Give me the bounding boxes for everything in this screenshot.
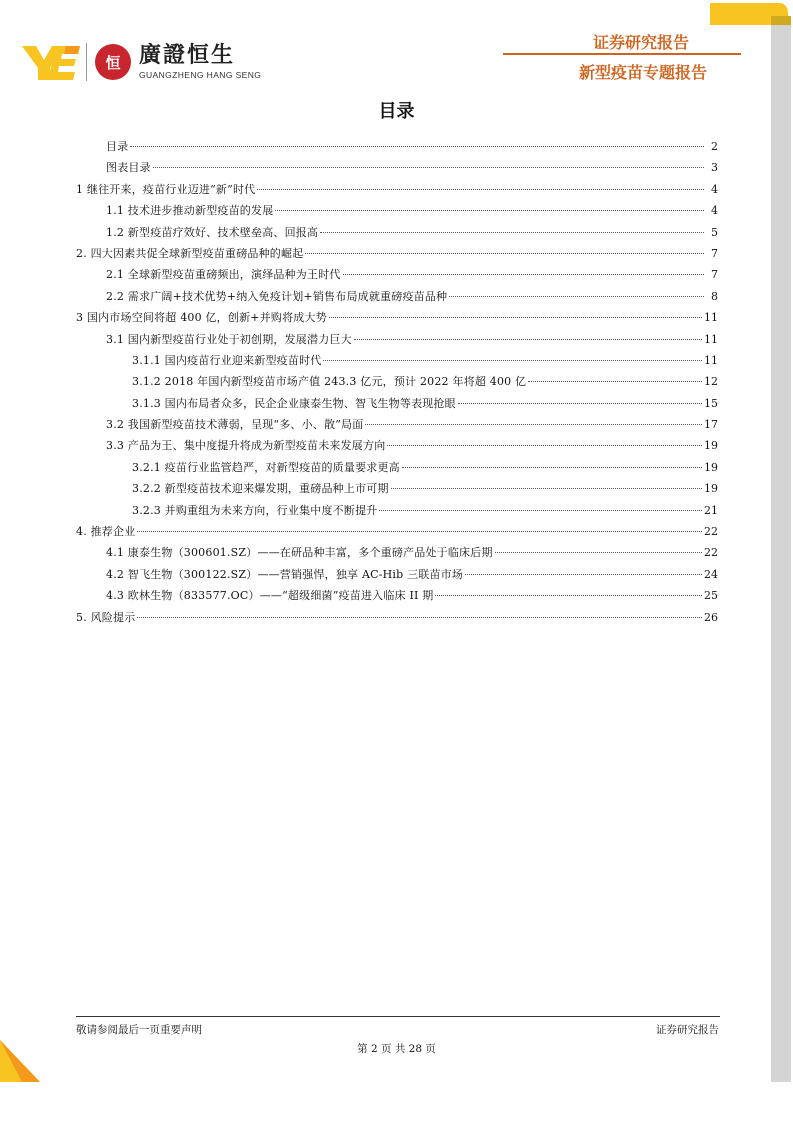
toc-entry-title: 图表目录 [106,161,151,175]
toc-leader-dots [402,467,702,468]
toc-entry-page: 22 [704,525,718,539]
toc-entry[interactable] [76,371,718,392]
footer-report-type: 证券研究报告 [656,1024,719,1036]
toc-leader-dots [449,296,704,297]
toc-entry[interactable] [76,222,718,243]
toc-entry[interactable] [76,542,718,563]
toc-entry-page: 2 [711,140,718,153]
toc-entry-title: 4.3 欧林生物（833577.OC）——“超级细菌”疫苗进入临床 II 期 [106,589,434,603]
header-report-title: 新型疫苗专题报告 [578,63,707,82]
toc-entry-page: 19 [704,482,718,496]
toc-entry-page: 8 [711,289,718,303]
corner-triangle-icon [0,1040,40,1082]
toc-entry[interactable] [76,307,718,328]
toc-entry-title: 3.1.2 2018 年国内新型疫苗市场产值 243.3 亿元，预计 2022 年将超 400 亿 [132,375,527,389]
toc-entry-page: 3 [711,161,718,175]
toc-entry-page: 7 [711,268,718,282]
toc-entry-title: 3.3 产品为王、集中度提升将成为新型疫苗未来发展方向 [106,439,386,453]
page-number: 第 2 页 共 28 页 [357,1043,436,1055]
company-logo [22,40,261,84]
logo-text [139,44,261,80]
toc-leader-dots [458,403,702,404]
toc-entry-title: 2.2 需求广阔+技术优势+纳入免疫计划+销售布局成就重磅疫苗品种 [106,289,448,303]
toc-leader-dots [323,360,702,361]
toc-leader-dots [343,274,704,275]
toc-entry-page: 4 [711,204,718,218]
toc-entry[interactable] [76,500,718,521]
toc-leader-dots [354,339,702,340]
footer-rule [76,1016,720,1017]
toc-leader-dots [379,510,702,511]
toc-entry-page: 15 [704,396,718,410]
toc-entry-title: 3.1 国内新型疫苗行业处于初创期，发展潜力巨大 [106,332,352,346]
toc-entry-title: 2. 四大因素共促全球新型疫苗重磅品种的崛起 [76,246,304,260]
toc-leader-dots [365,424,702,425]
toc-entry[interactable] [76,393,718,414]
brand-name-en: GUANGZHENG HANG SENG [139,70,262,80]
toc-entry[interactable] [76,607,718,628]
toc-leader-dots [435,595,702,596]
header-report-type: 证券研究报告 [592,33,689,52]
toc-entry-title: 3.1.3 国内布局者众多，民企企业康泰生物、智飞生物等表现抢眼 [132,396,456,410]
toc-leader-dots [137,617,702,618]
toc-entry[interactable] [76,414,718,435]
toc-entry-page: 21 [704,503,718,517]
toc-entry-title: 目录 [106,140,129,153]
toc-entry-page: 19 [704,460,718,474]
seal-icon: 恒 [95,44,131,80]
toc-entry-page: 26 [704,610,718,624]
toc-entry[interactable] [76,243,718,264]
toc-entry[interactable] [76,136,718,157]
toc-entry-title: 3.1.1 国内疫苗行业迎来新型疫苗时代 [132,353,322,367]
toc-leader-dots [153,167,704,168]
toc-entry-page: 11 [704,353,718,367]
toc-entry-page: 12 [704,375,718,389]
toc-entry-page: 11 [704,332,718,346]
toc-entry[interactable] [76,564,718,585]
toc-entry-title: 4.1 康泰生物（300601.SZ）——在研品种丰富，多个重磅产品处于临床后期 [106,546,493,560]
toc-entry-page: 4 [711,182,718,196]
toc-entry-title: 4.2 智飞生物（300122.SZ）——营销强悍，独享 AC-Hib 三联苗市场 [106,567,464,581]
toc-entry-title: 4. 推荐企业 [76,525,136,539]
toc-entry-page: 22 [704,546,718,560]
logo-divider [86,43,87,81]
toc-entry-page: 24 [704,567,718,581]
toc-entry-title: 1 继往开来，疫苗行业迈进“新”时代 [76,182,256,196]
toc-entry[interactable] [76,521,718,542]
toc-leader-dots [465,574,702,575]
toc-entry[interactable] [76,286,718,307]
toc-entry-title: 3 国内市场空间将超 400 亿，创新+并购将成大势 [76,311,327,325]
toc-entry-title: 2.1 全球新型疫苗重磅频出，演绎品种为王时代 [106,268,341,282]
toc-entry[interactable] [76,157,718,178]
toc-leader-dots [329,317,702,318]
toc-entry[interactable] [76,585,718,606]
page-title: 目录 [378,101,415,122]
toc-leader-dots [137,531,702,532]
toc-entry-title: 5. 风险提示 [76,610,136,624]
toc-leader-dots [495,552,702,553]
toc-entry[interactable] [76,264,718,285]
toc-entry-title: 1.2 新型疫苗疗效好、技术壁垒高、回报高 [106,225,319,239]
toc-entry-page: 7 [711,246,718,260]
toc-leader-dots [305,253,704,254]
toc-entry-title: 3.2 我国新型疫苗技术薄弱，呈现“多、小、散”局面 [106,418,364,432]
toc-entry[interactable] [76,435,718,456]
side-strip [771,16,791,1082]
toc-entry-page: 5 [711,225,718,239]
toc-leader-dots [275,210,704,211]
toc-entry-page: 25 [704,589,718,603]
toc-entry-page: 11 [704,311,718,325]
toc-entry-title: 3.2.3 并购重组为未来方向，行业集中度不断提升 [132,503,378,517]
toc-leader-dots [391,488,702,489]
toc-entry[interactable] [76,200,718,221]
toc-entry-title: 1.1 技术进步推动新型疫苗的发展 [106,204,274,218]
toc-leader-dots [257,189,704,190]
table-of-contents [76,136,718,628]
brand-name-cn: 廣證恒生 [139,43,236,68]
toc-leader-dots [130,146,704,147]
toc-entry-title: 3.2.1 疫苗行业监管趋严，对新型疫苗的质量要求更高 [132,460,400,474]
header-rule [503,53,741,55]
toc-entry-page: 19 [704,439,718,453]
toc-entry[interactable] [76,478,718,499]
toc-entry[interactable] [76,179,718,200]
toc-leader-dots [320,232,704,233]
toc-entry-title: 3.2.2 新型疫苗技术迎来爆发期，重磅品种上市可期 [132,482,389,496]
toc-entry-page: 17 [704,418,718,432]
toc-entry[interactable] [76,457,718,478]
footer-disclaimer: 敬请参阅最后一页重要声明 [76,1024,202,1036]
ye-logo-icon [22,42,80,82]
toc-entry[interactable] [76,329,718,350]
corner-tab-shadow [771,16,791,25]
toc-leader-dots [387,445,702,446]
toc-entry[interactable] [76,350,718,371]
toc-leader-dots [528,381,702,382]
